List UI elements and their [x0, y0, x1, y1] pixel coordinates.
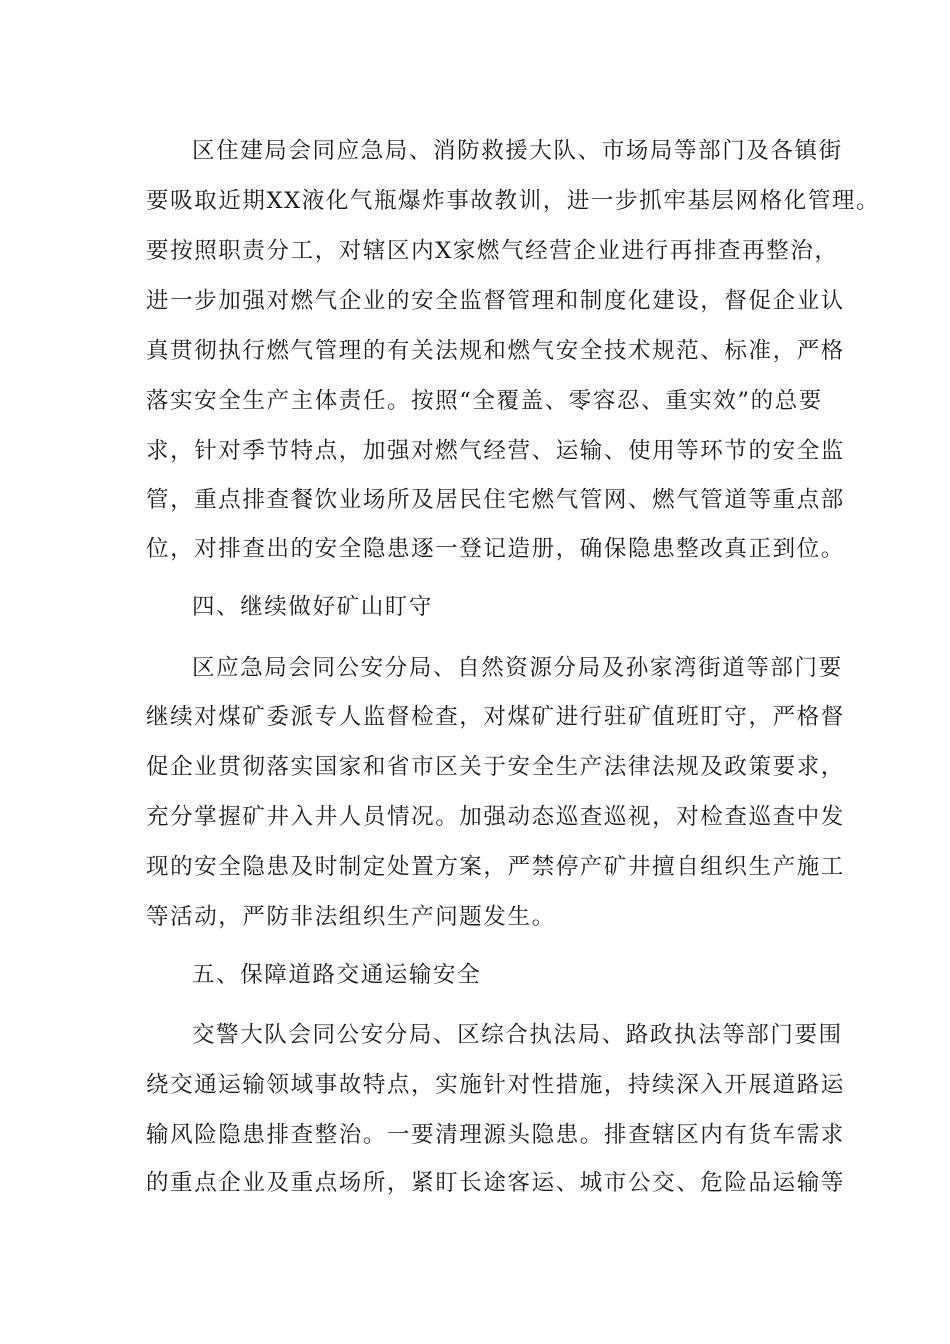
paragraph-1-line-4: 进一步加强对燃气企业的安全监督管理和制度化建设，督促企业认: [146, 288, 845, 314]
paragraph-2-line-3: 促企业贯彻落实国家和省市区关于安全生产法律法规及政策要求，: [146, 754, 845, 780]
paragraph-2-line-5: 现的安全隐患及时制定处置方案，严禁停产矿井擅自组织生产施工: [146, 854, 845, 880]
paragraph-1-line-8: 管，重点排查餐饮业场所及居民住宅燃气管网、燃气管道等重点部: [146, 487, 845, 513]
section-heading-5: 五、保障道路交通运输安全: [192, 962, 482, 988]
paragraph-1-line-7: 求，针对季节特点，加强对燃气经营、运输、使用等环节的安全监: [146, 438, 845, 464]
paragraph-3-line-3: 输风险隐患排查整治。一要清理源头隐患。排查辖区内有货车需求: [146, 1122, 845, 1148]
paragraph-3-line-2: 绕交通运输领域事故特点，实施针对性措施，持续深入开展道路运: [146, 1072, 845, 1098]
paragraph-3-line-1: 交警大队会同公安分局、区综合执法局、路政执法等部门要围: [192, 1022, 843, 1048]
section-heading-4: 四、继续做好矿山盯守: [192, 594, 434, 620]
paragraph-2-line-2: 继续对煤矿委派专人监督检查，对煤矿进行驻矿值班盯守，严格督: [146, 704, 845, 730]
paragraph-3-line-4: 的重点企业及重点场所，紧盯长途客运、城市公交、危险品运输等: [146, 1170, 845, 1196]
paragraph-2-line-6: 等活动，严防非法组织生产问题发生。: [146, 904, 556, 930]
paragraph-2-line-4: 充分掌握矿井入井人员情况。加强动态巡查巡视，对检查巡查中发: [146, 804, 845, 830]
paragraph-1-line-5: 真贯彻执行燃气管理的有关法规和燃气安全技术规范、标准，严格: [146, 338, 845, 364]
paragraph-1-line-3: 要按照职责分工，对辖区内X家燃气经营企业进行再排查再整治，: [146, 238, 839, 264]
paragraph-1-line-9: 位，对排查出的安全隐患逐一登记造册，确保隐患整改真正到位。: [146, 536, 845, 562]
paragraph-2-line-1: 区应急局会同公安分局、自然资源分局及孙家湾街道等部门要: [192, 655, 843, 681]
paragraph-1-line-2: 要吸取近期XX液化气瓶爆炸事故教训，进一步抓牢基层网格化管理。: [146, 188, 881, 214]
paragraph-1-line-6: 落实安全生产主体责任。按照“全覆盖、零容忍、重实效”的总要: [146, 388, 823, 414]
paragraph-1-line-1: 区住建局会同应急局、消防救援大队、市场局等部门及各镇街: [192, 138, 843, 164]
